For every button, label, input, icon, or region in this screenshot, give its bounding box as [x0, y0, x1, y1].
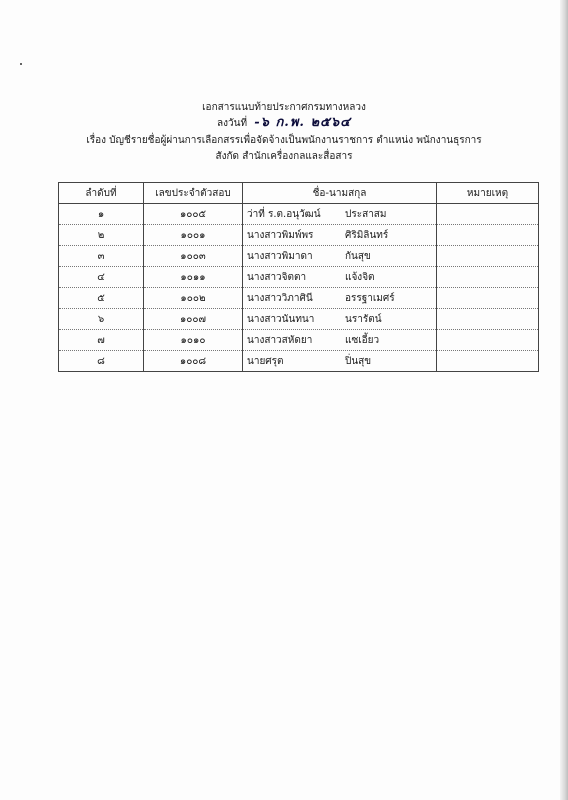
row-name — [243, 309, 437, 330]
row-name — [243, 204, 437, 225]
candidate-table — [58, 182, 539, 372]
row-note — [437, 225, 539, 246]
row-no: ๘ — [59, 351, 144, 372]
row-first-name: ว่าที่ ร.ต.อนุวัฒน์ — [247, 208, 321, 220]
row-note — [437, 288, 539, 309]
row-no: ๗ — [59, 330, 144, 351]
row-no: ๒ — [59, 225, 144, 246]
announcement-attachment-title: เอกสารแนบท้ายประกาศกรมทางหลวง — [202, 102, 366, 113]
row-note — [437, 204, 539, 225]
header-no: ลำดับที่ — [59, 183, 144, 204]
header-exam-id: เลขประจำตัวสอบ — [144, 183, 243, 204]
table-row — [59, 267, 539, 288]
row-last-name: ประสาสม — [345, 208, 387, 220]
row-exam-id: ๑๐๐๒ — [144, 288, 243, 309]
date-label: ลงวันที่ — [217, 118, 248, 129]
header-note: หมายเหตุ — [437, 183, 539, 204]
row-last-name: ปิ่นสุข — [345, 355, 372, 367]
header-name: ชื่อ-นามสกุล — [243, 183, 437, 204]
table-row — [59, 330, 539, 351]
row-exam-id: ๑๐๐๑ — [144, 225, 243, 246]
date-line — [0, 115, 568, 131]
row-exam-id: ๑๐๐๘ — [144, 351, 243, 372]
table-row — [59, 204, 539, 225]
row-exam-id: ๑๐๐๓ — [144, 246, 243, 267]
row-no: ๔ — [59, 267, 144, 288]
row-first-name: นางสาวสหัดยา — [247, 334, 313, 346]
subject-line: เรื่อง บัญชีรายชื่อผู้ผ่านการเลือกสรรเพื่อจัดจ้างเป็นพนักงานราชการ ตำแหน่ง พนักงานธุรการ — [86, 135, 482, 146]
row-last-name: นรารัตน์ — [345, 313, 382, 325]
handwritten-date: -๖ ก.พ. ๒๕๖๔ — [254, 115, 351, 130]
row-first-name: นางสาวพิมพ์พร — [247, 229, 314, 241]
row-note — [437, 309, 539, 330]
table-header-row — [59, 183, 539, 204]
scan-speck — [20, 63, 22, 65]
row-last-name: อรรฐาเมศร์ — [345, 292, 395, 304]
row-no: ๓ — [59, 246, 144, 267]
row-exam-id: ๑๐๑๑ — [144, 267, 243, 288]
row-first-name: นางสาวพิมาดา — [247, 250, 313, 262]
row-note — [437, 351, 539, 372]
row-first-name: นางสาวนันทนา — [247, 313, 315, 325]
row-last-name: แจ้งจิต — [345, 271, 375, 283]
row-last-name: แซเอี้ยว — [345, 334, 380, 346]
row-no: ๕ — [59, 288, 144, 309]
row-exam-id: ๑๐๑๐ — [144, 330, 243, 351]
table-row — [59, 288, 539, 309]
table-row — [59, 246, 539, 267]
row-last-name: ศิริมิลินทร์ — [345, 229, 389, 241]
row-name — [243, 288, 437, 309]
row-no: ๑ — [59, 204, 144, 225]
table-row — [59, 225, 539, 246]
row-name — [243, 330, 437, 351]
row-name — [243, 351, 437, 372]
row-name — [243, 225, 437, 246]
row-note — [437, 246, 539, 267]
row-first-name: นางสาวจิตตา — [247, 271, 307, 283]
row-first-name: นางสาววิภาศินี — [247, 292, 313, 304]
row-note — [437, 330, 539, 351]
row-first-name: นายศรุต — [247, 355, 284, 367]
table-row — [59, 309, 539, 330]
table-row — [59, 351, 539, 372]
row-name — [243, 246, 437, 267]
row-note — [437, 267, 539, 288]
row-exam-id: ๑๐๐๗ — [144, 309, 243, 330]
row-exam-id: ๑๐๐๕ — [144, 204, 243, 225]
affiliation-line: สังกัด สำนักเครื่องกลและสื่อสาร — [215, 151, 353, 162]
row-name — [243, 267, 437, 288]
row-no: ๖ — [59, 309, 144, 330]
row-last-name: กันสุข — [345, 250, 371, 262]
